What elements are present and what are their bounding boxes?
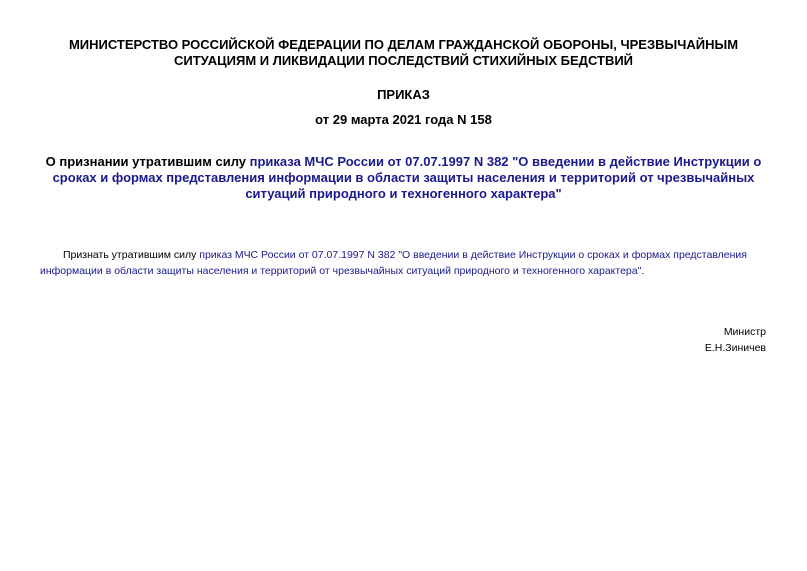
- subject-order-link[interactable]: приказа МЧС России от 07.07.1997 N 382 "О введении в действие Инструкции о сроках и формах представления информации в области защиты населения и территорий от чрезвычайных ситуаций природного и техногенного характера": [52, 154, 762, 201]
- body-suffix: .: [641, 265, 645, 277]
- order-date: от 29 марта 2021 года N 158: [315, 112, 492, 127]
- ministry-name-line-2: СИТУАЦИЯМ И ЛИКВИДАЦИИ ПОСЛЕДСТВИЙ СТИХИЙНЫХ БЕДСТВИЙ: [173, 53, 634, 68]
- order-subject-prefix: О признании утратившим силу: [45, 154, 250, 169]
- ministry-name: [40, 37, 767, 69]
- signatory-position: Министр: [723, 326, 766, 338]
- body-order-link[interactable]: приказ МЧС России от 07.07.1997 N 382 "О введении в действие Инструкции о сроках и формах представления информации в области защиты населения и территорий от чрезвычайных ситуаций природного и техногенного характера": [40, 249, 747, 277]
- signature-block: [705, 324, 766, 356]
- order-type-title: ПРИКАЗ: [377, 87, 430, 102]
- ministry-name-line-1: МИНИСТЕРСТВО РОССИЙСКОЙ ФЕДЕРАЦИИ ПО ДЕЛАМ ГРАЖДАНСКОЙ ОБОРОНЫ, ЧРЕЗВЫЧАЙНЫМ: [68, 37, 739, 52]
- body-prefix: Признать утратившим силу: [63, 249, 200, 261]
- order-subject: [40, 154, 767, 202]
- signatory-name: Е.Н.Зиничев: [704, 342, 766, 354]
- order-body-paragraph: [40, 247, 770, 279]
